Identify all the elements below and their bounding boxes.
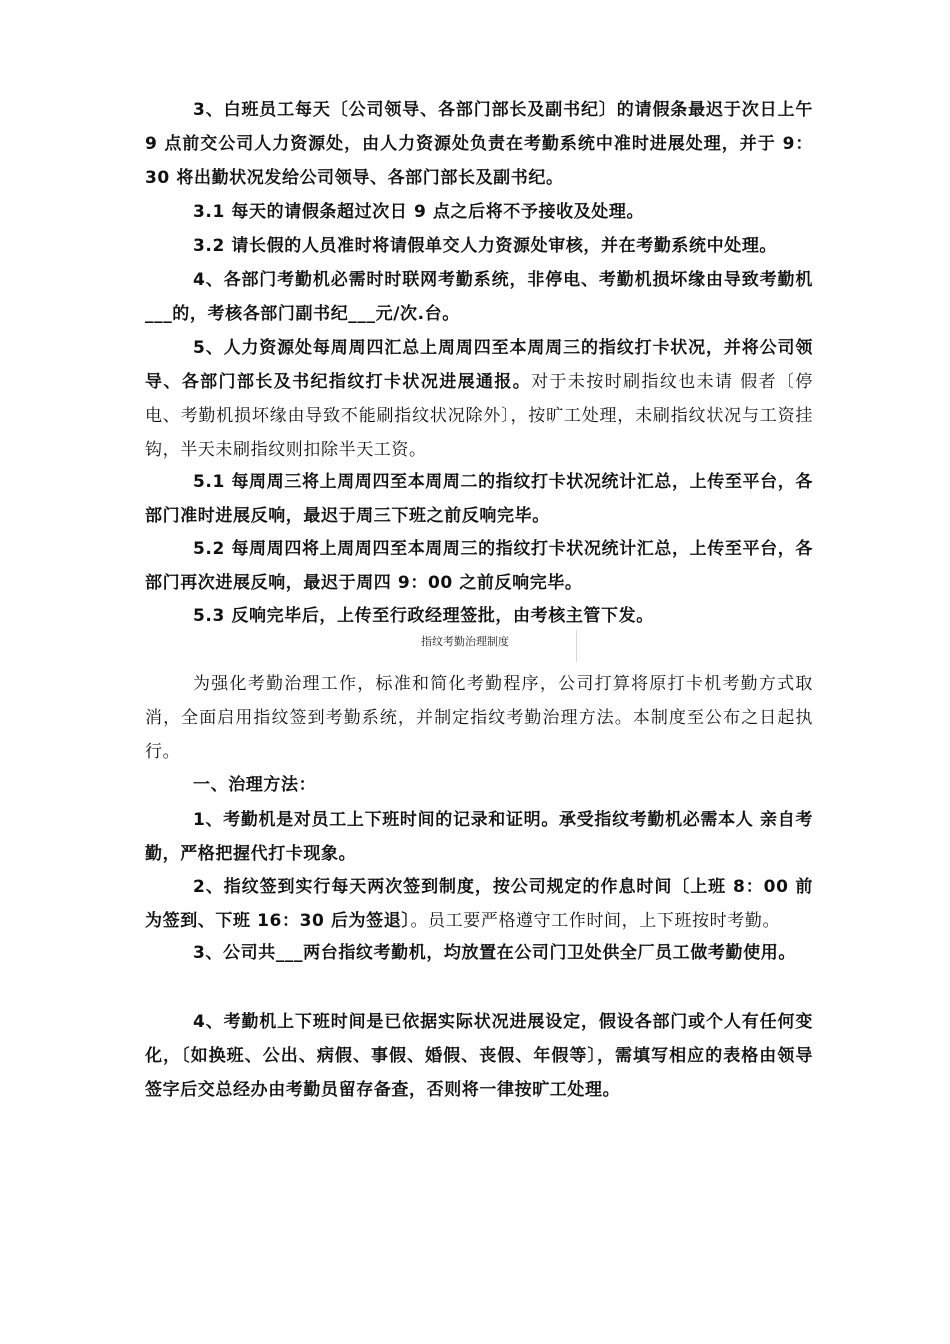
paragraph-5-normal-text: 对于未按时刷指纹也未请 假者〔停电、考勤机损坏缘由导致不能刷指纹状况除外〕，按旷工处理，未刷指纹状况与工资挂钩，半天未刷指纹则扣除半天工资。 [145,372,813,460]
intro-paragraph: 为强化考勤治理工作，标准和简化考勤程序，公司打算将原打卡机考勤方式取消，全面启用指纹签到考勤系统，并制定指纹考勤治理方法。本制度至公布之日起执行。 [145,674,813,762]
item-2 [145,870,813,938]
paragraph-5 [145,331,813,467]
document-title: 指纹考勤治理制度 [421,635,509,648]
paragraph-3 [145,93,813,195]
item-3: 3、公司共___两台指纹考勤机，均放置在公司门卫处供全厂员工做考勤使用。 [193,943,796,963]
paragraph-3-text: 3、白班员工每天〔公司领导、各部门部长及副书纪〕的请假条最迟于次日上午 9 点前交公司人力资源处，由人力资源处负责在考勤系统中准时进展处理，并于 9：30 将出勤状况发给公司领导、各部门部长及副书纪。 [145,100,813,188]
paragraph-5-bold-text: 5、人力资源处每周周四汇总上周周四至本周周三的指纹打卡状况，并将公司领导、各部门部长及书纪指纹打卡状况进展通报。 [145,338,813,392]
item-2-normal-text: 。员工要严格遵守工作时间，上下班按时考勤。 [410,911,781,931]
item-2-bold-text: 2、指纹签到实行每天两次签到制度，按公司规定的作息时间〔上班 8：00 前为签到、下班 16：30 后为签退〕 [145,877,813,931]
paragraph-4: 4、各部门考勤机必需时时联网考勤系统，非停电、考勤机损坏缘由导致考勤机___的，考核各部门副书纪___元/次.台。 [145,270,813,324]
section-heading: 一、治理方法： [193,775,317,795]
document-title-box [413,630,577,662]
paragraph-5-2: 5.2 每周周四将上周周四至本周周三的指纹打卡状况统计汇总，上传至平台，各部门再次进展反响，最迟于周四 9：00 之前反响完毕。 [145,539,813,593]
paragraph-3-2: 3.2 请长假的人员准时将请假单交人力资源处审核，并在考勤系统中处理。 [193,236,778,256]
paragraph-5-1: 5.1 每周周三将上周周四至本周周二的指纹打卡状况统计汇总，上传至平台，各部门准时进展反响，最迟于周三下班之前反响完毕。 [145,472,813,526]
item-1: 1、考勤机是对员工上下班时间的记录和证明。承受指纹考勤机必需本人 亲自考勤，严格把握代打卡现象。 [145,810,813,864]
item-4: 4、考勤机上下班时间是已依据实际状况进展设定，假设各部门或个人有任何变化，〔如换班、公出、病假、事假、婚假、丧假、年假等〕，需填写相应的表格由领导签字后交总经办由考勤员留存备查，否则将一律按旷工处理。 [145,1012,813,1100]
paragraph-3-1: 3.1 每天的请假条超过次日 9 点之后将不予接收及处理。 [193,202,645,222]
paragraph-5-3: 5.3 反响完毕后，上传至行政经理签批，由考核主管下发。 [193,606,654,626]
